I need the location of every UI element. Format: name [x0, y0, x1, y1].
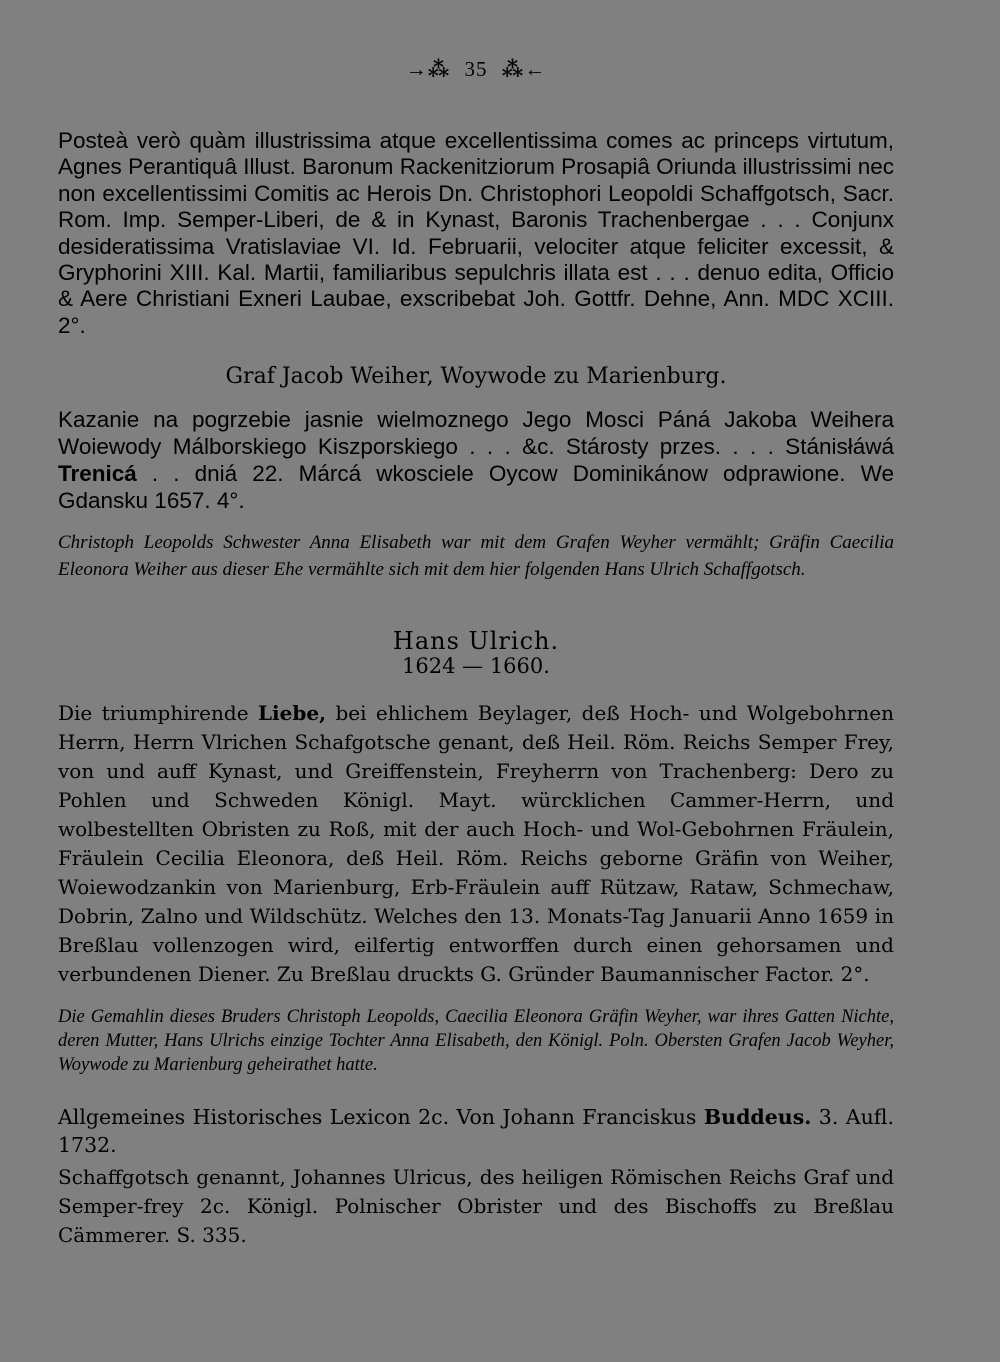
polish-paragraph	[58, 406, 894, 514]
right-ornament: ⁂←	[501, 57, 547, 81]
polish-text-after: . . dniá 22. Márcá wkosciele Oycow Dominikánow odprawione. We Gdansku 1657. 4°.	[58, 461, 894, 513]
note-2: Die Gemahlin dieses Bruders Christoph Leopolds, Caecilia Eleonora Gräfin Weyher, war ihres Gatten Nichte, deren Mutter, Hans Ulrichs einzige Tochter Anna Elisabeth, den Königl. Poln. Obersten Grafen Jacob Weyher, Woywode zu Marienburg geheirathet hatte.	[58, 1007, 894, 1075]
german-paragraph	[58, 699, 894, 989]
german-text-before: Die triumphirende	[58, 701, 258, 725]
polish-bold-name: Trenicá	[58, 461, 137, 486]
heading-hans-ulrich: Hans Ulrich.	[392, 627, 560, 655]
lexicon-entry: Schaffgotsch genannt, Johannes Ulricus, des heiligen Römischen Reichs Graf und Semper-frey 2c. Königl. Polnischer Obrister und des Bischoffs zu Breßlau Cämmerer. S. 335.	[58, 1165, 894, 1247]
page-number: 35	[464, 57, 488, 81]
latin-paragraph: Posteà verò quàm illustrissima atque excellentissima comes ac princeps virtutum, Agnes Perantiquâ Illust. Baronum Rackenitziorum Prosapiâ Oriunda illustrissimi nec non excellentissimi Comitis ac Herois Dn. Christophori Leopoldi Schaffgotsch, Sacr. Rom. Imp. Semper-Liberi, de & in Kynast, Baronis Trachenbergae . . . Conjunx desideratissima Vratislaviae VI. Id. Februarii, velociter atque feliciter excessit, & Gryphorini XIII. Kal. Martii, familiaribus sepulchris illata est . . . denuo edita, Officio & Aere Christiani Exneri Laubae, exscribebat Joh. Gottfr. Dehne, Ann. MDC XCIII. 2°.	[58, 128, 894, 338]
note-1: Christoph Leopolds Schwester Anna Elisabeth war mit dem Grafen Weyher vermählt; Gräfin Caecilia Eleonora Weiher aus dieser Ehe vermählte sich mit dem hier folgenden Hans Ulrich Schaffgotsch.	[58, 532, 894, 580]
lexicon-title-after: 3. Aufl. 1732.	[58, 1105, 894, 1157]
lexicon-title	[58, 1103, 894, 1159]
german-bold-word: Liebe,	[257, 701, 327, 725]
german-text-after: bei ehlichem Beylager, deß Hoch- und Wolgebohrnen Herrn, Herrn Vlrichen Schafgotsche genant, deß Heil. Röm. Reichs Semper Frey, von und auff Kynast, und Greiffenstein, Freyherrn von Trachenberg: Dero zu Pohlen und Schweden Königl. Mayt. würcklichen Cammer-Herrn, und wolbestellten Obristen zu Roß, mit der auch Hoch- und Wol-Gebohrnen Fräulein, Fräulein Cecilia Eleonora, deß Heil. Röm. Reichs geborne Gräfin von Weiher, Woiewodzankin von Marienburg, Erb-Fräulein auff Rützaw, Rataw, Schmechaw, Dobrin, Zalno und Wildschütz. Welches den 13. Monats-Tag Januarii Anno 1659 in Breßlau vollenzogen wird, eilfertig entworffen durch einen gehorsamen und verbundenen Diener. Zu Breßlau druckts G. Gründer Baumannischer Factor. 2°.	[58, 701, 895, 986]
lexicon-title-before: Allgemeines Historisches Lexicon 2c. Von Johann Franciskus	[58, 1105, 704, 1129]
page-header	[58, 56, 894, 82]
heading-years: 1624 — 1660.	[402, 654, 550, 678]
lexicon-author-bold: Buddeus.	[703, 1105, 812, 1129]
left-ornament: →⁂	[405, 57, 451, 81]
polish-text-before: Kazanie na pogrzebie jasnie wielmoznego Jego Mosci Páná Jakoba Weihera Woiewody Málborskiego Kiszporskiego . . . &c. Stárosty przes. . . . Stánisłáwá	[58, 407, 894, 459]
heading-weiher: Graf Jacob Weiher, Woywode zu Marienburg.	[225, 364, 727, 389]
